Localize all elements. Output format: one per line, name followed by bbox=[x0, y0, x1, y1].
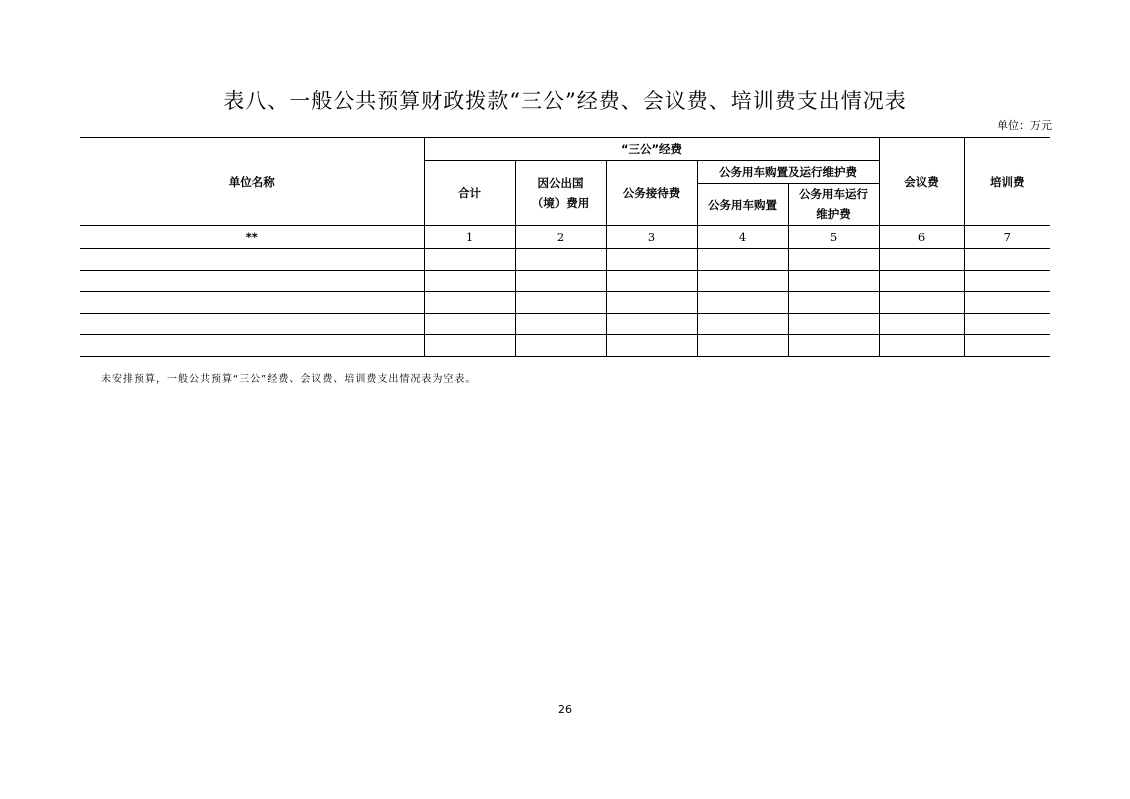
table-cell bbox=[788, 335, 879, 357]
header-vehicle-operation-label: 公务用车运行维护费 bbox=[799, 187, 868, 221]
budget-table bbox=[80, 137, 1050, 357]
table-cell bbox=[964, 270, 1050, 292]
table-cell bbox=[80, 249, 424, 271]
table-cell bbox=[424, 335, 515, 357]
table-cell bbox=[964, 313, 1050, 335]
table-cell bbox=[606, 292, 697, 314]
column-number-row bbox=[80, 226, 1050, 249]
table-cell bbox=[424, 292, 515, 314]
table-cell bbox=[964, 335, 1050, 357]
table-cell bbox=[606, 313, 697, 335]
table-row bbox=[80, 292, 1050, 314]
table-cell bbox=[424, 249, 515, 271]
table-cell bbox=[964, 249, 1050, 271]
table-row bbox=[80, 249, 1050, 271]
header-total: 合计 bbox=[424, 161, 515, 226]
table-cell bbox=[515, 313, 606, 335]
table-cell bbox=[80, 270, 424, 292]
table-cell bbox=[879, 249, 964, 271]
table-cell bbox=[80, 313, 424, 335]
table-cell bbox=[697, 313, 788, 335]
table-cell bbox=[788, 292, 879, 314]
header-vehicle-operation bbox=[788, 184, 879, 226]
header-abroad bbox=[515, 161, 606, 226]
unit-label: 单位：万元 bbox=[997, 119, 1052, 132]
table-cell bbox=[697, 335, 788, 357]
table-row bbox=[80, 270, 1050, 292]
table-row bbox=[80, 313, 1050, 335]
table-cell bbox=[788, 249, 879, 271]
header-reception: 公务接待费 bbox=[606, 161, 697, 226]
table-cell: ** bbox=[80, 226, 424, 249]
table-cell bbox=[879, 335, 964, 357]
header-meeting: 会议费 bbox=[879, 138, 964, 226]
table-cell: 4 bbox=[697, 226, 788, 249]
header-abroad-label: 因公出国（境）费用 bbox=[531, 175, 590, 210]
table-cell bbox=[80, 292, 424, 314]
table-cell bbox=[515, 335, 606, 357]
footnote: 未安排预算，一般公共预算“三公”经费、会议费、培训费支出情况表为空表。 bbox=[101, 374, 477, 385]
table-cell bbox=[697, 292, 788, 314]
table-cell: 3 bbox=[606, 226, 697, 249]
table-cell bbox=[424, 313, 515, 335]
table-row bbox=[80, 335, 1050, 357]
header-vehicle-group: 公务用车购置及运行维护费 bbox=[697, 161, 879, 184]
page-number: 26 bbox=[558, 703, 572, 716]
header-training: 培训费 bbox=[964, 138, 1050, 226]
table-cell bbox=[606, 270, 697, 292]
table-cell bbox=[879, 313, 964, 335]
table-cell bbox=[697, 249, 788, 271]
table-cell bbox=[697, 270, 788, 292]
table-cell bbox=[788, 270, 879, 292]
header-sangong: “三公”经费 bbox=[424, 138, 879, 161]
table-cell bbox=[80, 335, 424, 357]
header-unit-name: 单位名称 bbox=[80, 138, 424, 226]
table-cell bbox=[515, 270, 606, 292]
table-cell: 2 bbox=[515, 226, 606, 249]
table-cell: 7 bbox=[964, 226, 1050, 249]
table-cell bbox=[424, 270, 515, 292]
table-cell bbox=[515, 292, 606, 314]
table-cell: 1 bbox=[424, 226, 515, 249]
header-vehicle-purchase: 公务用车购置 bbox=[697, 184, 788, 226]
table-cell bbox=[964, 292, 1050, 314]
table-cell: 5 bbox=[788, 226, 879, 249]
table-cell: 6 bbox=[879, 226, 964, 249]
table-cell bbox=[788, 313, 879, 335]
table-cell bbox=[606, 335, 697, 357]
table-cell bbox=[606, 249, 697, 271]
table-cell bbox=[879, 270, 964, 292]
page-title: 表八、一般公共预算财政拨款“三公”经费、会议费、培训费支出情况表 bbox=[223, 89, 907, 113]
table-cell bbox=[515, 249, 606, 271]
table-cell bbox=[879, 292, 964, 314]
